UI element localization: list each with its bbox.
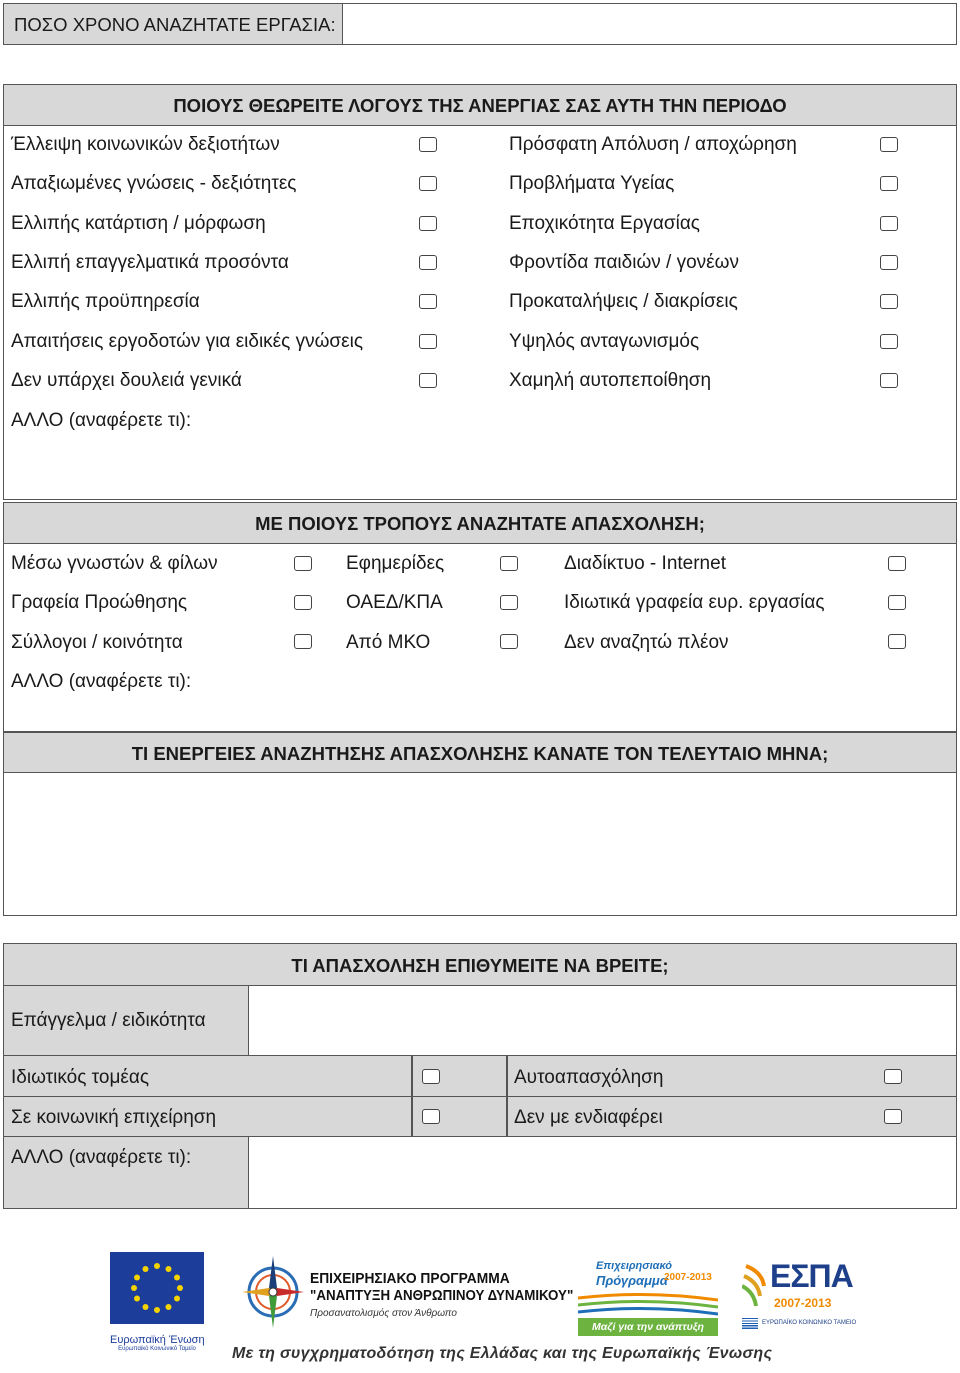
reason-right-label: Εποχικότητα Εργασίας (509, 213, 700, 234)
method-label: Μέσω γνωστών & φίλων (11, 553, 218, 574)
reason-left-label: Έλλειψη κοινωνικών δεξιοτήτων (11, 134, 280, 155)
reasons-other-input[interactable] (210, 408, 950, 493)
employment-option-label: Ιδιωτικός τομέας (11, 1067, 150, 1088)
method-checkbox[interactable] (294, 556, 312, 571)
compass-icon (240, 1250, 306, 1340)
op-logo-years: 2007-2013 (664, 1272, 712, 1283)
employment-option-label: Δεν με ενδιαφέρει (514, 1107, 663, 1128)
method-checkbox[interactable] (294, 634, 312, 649)
method-checkbox[interactable] (294, 595, 312, 610)
espa-years: 2007-2013 (774, 1296, 832, 1310)
employment-option-label: Αυτοαπασχόληση (514, 1067, 664, 1088)
greek-flag-icon (742, 1318, 758, 1329)
reason-left-label: Ελλιπής προϋπηρεσία (11, 291, 200, 312)
reason-right-checkbox[interactable] (880, 176, 898, 191)
reason-right-checkbox[interactable] (880, 137, 898, 152)
reason-right-label: Χαμηλή αυτοπεποίθηση (509, 370, 712, 391)
method-label: ΟΑΕΔ/ΚΠΑ (346, 592, 443, 613)
options-divider (411, 1055, 413, 1138)
reason-left-label: Ελλιπή επαγγελματικά προσόντα (11, 252, 289, 273)
methods-other-label: ΑΛΛΟ (αναφέρετε τι): (11, 671, 192, 692)
method-checkbox[interactable] (500, 634, 518, 649)
method-label: Εφημερίδες (346, 553, 445, 574)
reason-right-label: Πρόσφατη Απόλυση / αποχώρηση (509, 134, 797, 155)
cofinance-text: Με τη συγχρηματοδότηση της Ελλάδας και της Ευρωπαϊκής Ένωσης (232, 1345, 773, 1362)
method-label: Δεν αναζητώ πλέον (564, 632, 729, 653)
options-divider (506, 1055, 508, 1138)
unemployment-reasons-title: ΠΟΙΟΥΣ ΘΕΩΡΕΙΤΕ ΛΟΓΟΥΣ ΤΗΣ ΑΝΕΡΓΙΑΣ ΣΑΣ ΑΥΤΗ ΤΗΝ ΠΕΡΙΟΔΟ (173, 95, 787, 116)
desired-employment-title: ΤΙ ΑΠΑΣΧΟΛΗΣΗ ΕΠΙΘΥΜΕΙΤΕ ΝΑ ΒΡΕΙΤΕ; (291, 955, 669, 976)
op-logo-stripes-icon (578, 1292, 718, 1316)
employment-option-checkbox[interactable] (884, 1109, 902, 1124)
method-checkbox[interactable] (888, 556, 906, 571)
employment-other-input[interactable] (248, 1136, 957, 1209)
reason-left-checkbox[interactable] (419, 334, 437, 349)
profession-input[interactable] (248, 985, 957, 1057)
method-checkbox[interactable] (888, 634, 906, 649)
employment-other-label: ΑΛΛΟ (αναφέρετε τι): (11, 1147, 192, 1168)
method-label: Σύλλογοι / κοινότητα (11, 632, 183, 653)
eu-sublabel: Ευρωπαϊκό Κοινωνικό Ταμείο (118, 1346, 196, 1352)
reason-right-checkbox[interactable] (880, 294, 898, 309)
reason-left-checkbox[interactable] (419, 216, 437, 231)
reason-left-label: Απαιτήσεις εργοδοτών για ειδικές γνώσεις (11, 331, 364, 352)
program-tagline: Προσανατολισμός στον Άνθρωπο (310, 1308, 457, 1319)
employment-option-checkbox[interactable] (422, 1109, 440, 1124)
espa-logo (742, 1258, 857, 1340)
reason-right-label: Προβλήματα Υγείας (509, 173, 675, 194)
op-logo-slogan: Μαζί για την ανάπτυξη (578, 1318, 718, 1336)
reason-right-label: Φροντίδα παιδιών / γονέων (509, 252, 739, 273)
eu-logo (110, 1252, 204, 1356)
reason-left-checkbox[interactable] (419, 373, 437, 388)
reason-left-checkbox[interactable] (419, 294, 437, 309)
op-logo-label-2: Πρόγραμμα (596, 1273, 668, 1288)
method-checkbox[interactable] (888, 595, 906, 610)
reason-left-label: Ελλιπής κατάρτιση / μόρφωση (11, 213, 266, 234)
employment-option-label: Σε κοινωνική επιχείρηση (11, 1107, 217, 1128)
method-label: Γραφεία Προώθησης (11, 592, 188, 613)
espa-sublabel: ΕΥΡΩΠΑΪΚΟ ΚΟΙΝΩΝΙΚΟ ΤΑΜΕΙΟ (762, 1320, 857, 1326)
eu-flag-icon (110, 1252, 204, 1324)
reason-left-label: Δεν υπάρχει δουλειά γενικά (11, 370, 242, 391)
reason-left-checkbox[interactable] (419, 176, 437, 191)
reason-right-checkbox[interactable] (880, 255, 898, 270)
espa-label: ΕΣΠΑ (770, 1258, 853, 1294)
last-month-title: ΤΙ ΕΝΕΡΓΕΙΕΣ ΑΝΑΖΗΤΗΣΗΣ ΑΠΑΣΧΟΛΗΣΗΣ ΚΑΝΑΤΕ ΤΟΝ ΤΕΛΕΥΤΑΙΟ ΜΗΝΑ; (131, 743, 829, 764)
method-label: Διαδίκτυο - Internet (564, 553, 726, 574)
last-month-input[interactable] (3, 772, 957, 916)
reason-left-checkbox[interactable] (419, 137, 437, 152)
espa-stripes-icon (742, 1262, 768, 1312)
eu-label: Ευρωπαϊκή Ένωση (110, 1334, 205, 1346)
program-title-2: "ΑΝΑΠΤΥΞΗ ΑΝΘΡΩΠΙΝΟΥ ΔΥΝΑΜΙΚΟΥ" (310, 1288, 574, 1304)
reason-right-label: Προκαταλήψεις / διακρίσεις (509, 291, 738, 312)
reason-right-label: Υψηλός ανταγωνισμός (509, 331, 700, 352)
op-logo-label-1: Επιχειρησιακό (596, 1260, 672, 1272)
program-title-1: ΕΠΙΧΕΙΡΗΣΙΑΚΟ ΠΡΟΓΡΑΜΜΑ (310, 1270, 510, 1287)
employment-option-checkbox[interactable] (884, 1069, 902, 1084)
employment-option-checkbox[interactable] (422, 1069, 440, 1084)
method-checkbox[interactable] (500, 556, 518, 571)
profession-label: Επάγγελμα / ειδικότητα (11, 1010, 206, 1031)
methods-other-input[interactable] (210, 668, 950, 726)
reason-left-label: Απαξιωμένες γνώσεις - δεξιότητες (11, 173, 297, 194)
op-logo (578, 1258, 718, 1340)
reason-left-checkbox[interactable] (419, 255, 437, 270)
method-checkbox[interactable] (500, 595, 518, 610)
method-label: Ιδιωτικά γραφεία ευρ. εργασίας (564, 592, 825, 613)
reason-right-checkbox[interactable] (880, 334, 898, 349)
method-label: Από ΜΚΟ (346, 632, 431, 653)
duration-input[interactable] (342, 3, 957, 45)
search-methods-title: ΜΕ ΠΟΙΟΥΣ ΤΡΟΠΟΥΣ ΑΝΑΖΗΤΑΤΕ ΑΠΑΣΧΟΛΗΣΗ; (255, 513, 705, 534)
program-logo (240, 1250, 574, 1340)
reason-right-checkbox[interactable] (880, 373, 898, 388)
reason-right-checkbox[interactable] (880, 216, 898, 231)
reasons-other-label: ΑΛΛΟ (αναφέρετε τι): (11, 410, 192, 431)
duration-label: ΠΟΣΟ ΧΡΟΝΟ ΑΝΑΖΗΤΑΤΕ ΕΡΓΑΣΙΑ: (14, 14, 336, 35)
